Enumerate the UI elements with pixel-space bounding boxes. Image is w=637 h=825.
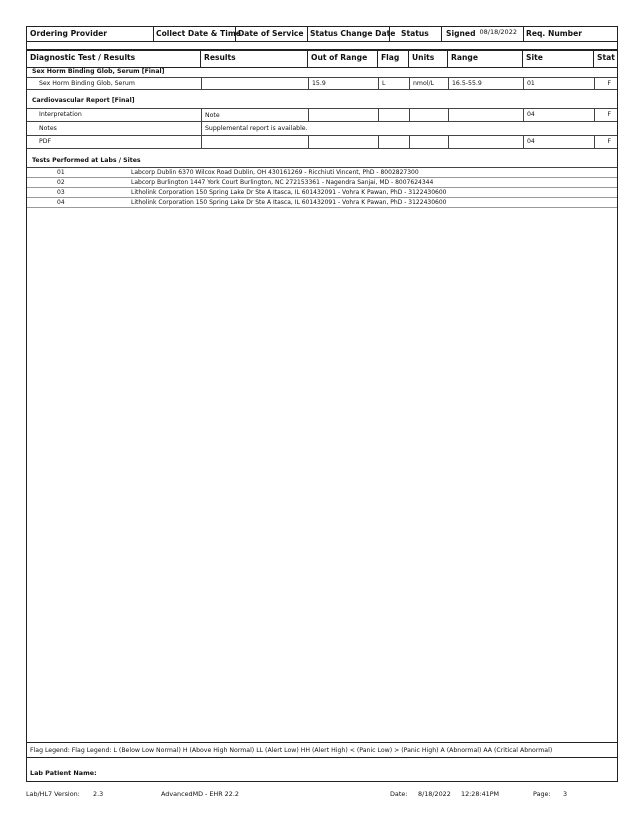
out-of-range-value	[308, 136, 378, 148]
status-label: Status	[401, 29, 429, 38]
report-frame	[26, 26, 618, 782]
site-text: Litholink Corporation 150 Spring Lake Dr Ste A Itasca, IL 601432091 - Vohra K Pawan, PhD - 3122430600	[131, 199, 447, 206]
result-value	[201, 136, 308, 148]
units-value	[409, 136, 448, 148]
site-value: 04	[523, 109, 594, 122]
signed-date: 08/18/2022	[479, 28, 517, 36]
stat-value: F	[594, 109, 619, 122]
result-value	[201, 78, 308, 89]
req-number-label: Req. Number	[526, 29, 582, 38]
site-row	[27, 168, 617, 178]
flag-value: L	[378, 78, 409, 89]
sites-title: Tests Performed at Labs / Sites	[27, 155, 617, 168]
result-row	[27, 108, 617, 122]
notes-value: Supplemental report is available.	[201, 122, 619, 136]
site-row	[27, 188, 617, 198]
date-of-service-label: Date of Service	[238, 29, 304, 38]
col-results: Results	[204, 53, 236, 62]
col-flag: Flag	[381, 53, 400, 62]
test-name: PDF	[39, 138, 52, 145]
test-name: Notes	[39, 125, 57, 132]
result-row	[27, 77, 617, 90]
site-text: Litholink Corporation 150 Spring Lake Dr Ste A Itasca, IL 601432091 - Vohra K Pawan, PhD - 3122430600	[131, 189, 447, 196]
version-value: 2.3	[93, 790, 104, 798]
order-header	[27, 27, 617, 42]
site-id: 04	[57, 199, 65, 206]
date-value: 8/18/2022	[418, 790, 451, 798]
site-row	[27, 178, 617, 188]
range-value	[448, 136, 523, 148]
range-value: 16.5-55.9	[448, 78, 523, 89]
page-label: Page:	[533, 790, 551, 798]
col-range: Range	[451, 53, 478, 62]
site-value: 04	[523, 136, 594, 148]
group-title: Sex Horm Binding Glob, Serum [Final]	[32, 68, 165, 75]
stat-value: F	[594, 78, 619, 89]
version-label: Lab/HL7 Version:	[26, 790, 80, 798]
time-value: 12:28:41PM	[461, 790, 500, 798]
status-change-date-label: Status Change Date	[310, 29, 396, 38]
col-test: Diagnostic Test / Results	[30, 53, 136, 62]
site-text: Labcorp Dublin 6370 Wilcox Road Dublin, OH 430161269 - Ricchiuti Vincent, PhD - 8002827300	[131, 169, 419, 176]
site-id: 03	[57, 189, 65, 196]
group-title: Cardiovascular Report [Final]	[32, 97, 135, 104]
col-out-of-range: Out of Range	[311, 53, 368, 62]
col-site: Site	[526, 53, 543, 62]
site-text: Labcorp Burlington 1447 York Court Burlington, NC 272153361 - Nagendra Sanjai, MD - 8007624344	[131, 179, 434, 186]
page-value: 3	[563, 790, 568, 798]
site-id: 01	[57, 169, 65, 176]
out-of-range-value: 15.9	[308, 78, 378, 89]
result-row	[27, 121, 617, 136]
stat-value: F	[594, 136, 619, 148]
software-label: AdvancedMD - EHR 22.2	[161, 790, 239, 798]
test-name: Sex Horm Binding Glob, Serum	[39, 80, 135, 87]
collect-date-time-label: Collect Date & Time	[156, 29, 241, 38]
flag-legend: Flag Legend: Flag Legend: L (Below Low Normal) H (Above High Normal) LL (Alert Low) HH (Alert High) < (Panic Low) > (Panic High) A (Abnormal) AA (Critical Abnormal)	[27, 742, 617, 758]
col-stat: Stat	[597, 53, 615, 62]
signed-label: Signed	[446, 29, 476, 38]
patient-name-label: Lab Patient Name:	[30, 769, 97, 777]
test-name: Interpretation	[39, 111, 82, 118]
ordering-provider-label: Ordering Provider	[30, 29, 108, 38]
site-row	[27, 198, 617, 208]
signed-field	[441, 27, 523, 41]
units-value: nmol/L	[409, 78, 448, 89]
col-units: Units	[412, 53, 435, 62]
result-value: Note	[201, 109, 308, 122]
site-value: 01	[523, 78, 594, 89]
site-id: 02	[57, 179, 65, 186]
flag-value	[378, 136, 409, 148]
result-row	[27, 135, 617, 149]
date-label: Date:	[390, 790, 408, 798]
